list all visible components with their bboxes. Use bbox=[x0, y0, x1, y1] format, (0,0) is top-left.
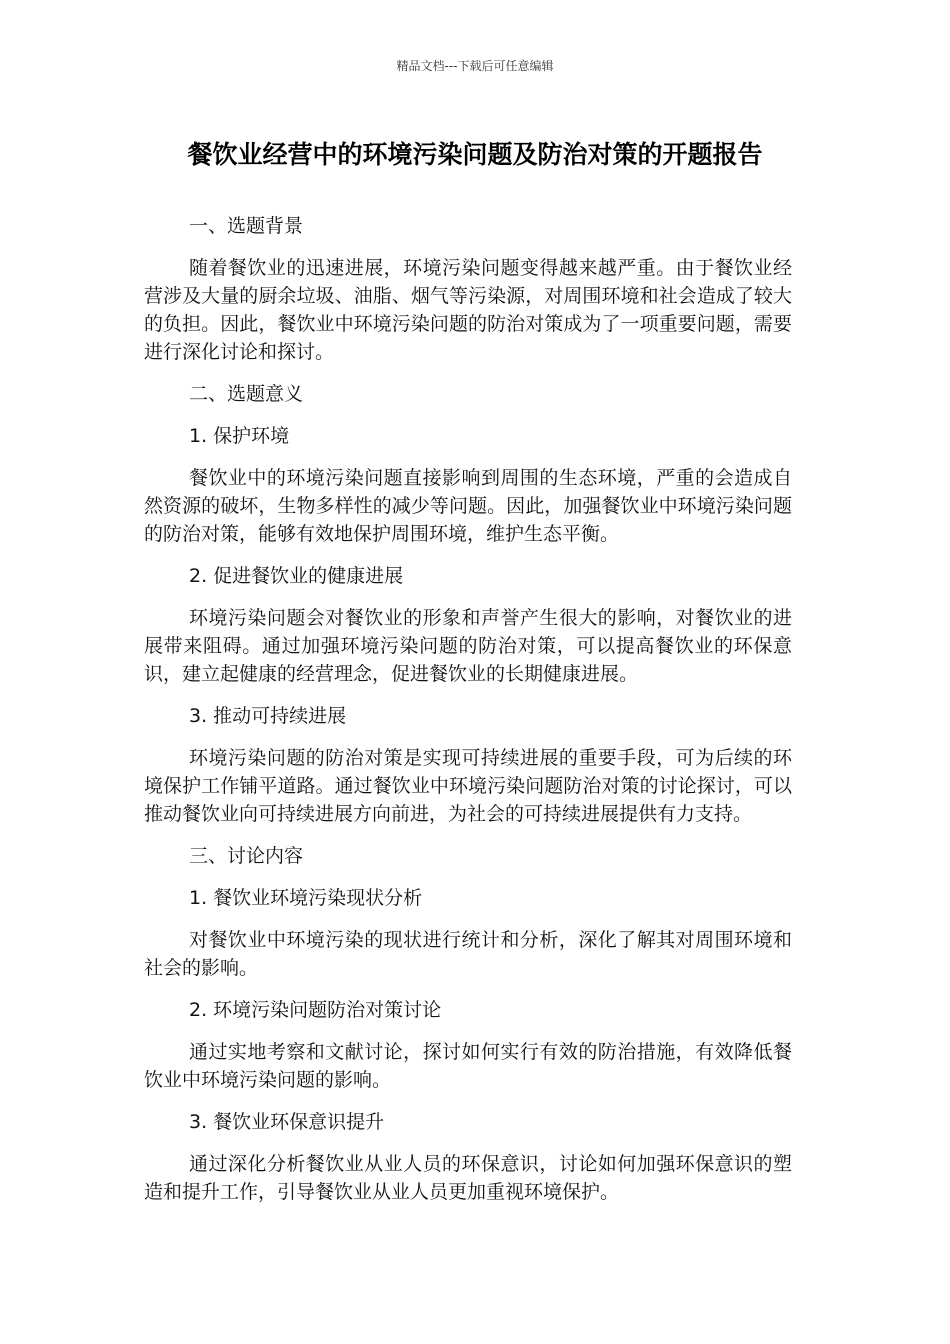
section-heading-background: 一、选题背景 bbox=[189, 215, 304, 237]
section-heading-significance: 二、选题意义 bbox=[189, 383, 304, 405]
subheading-sustainable-development: 3. 推动可持续进展 bbox=[189, 705, 347, 727]
subheading-protect-environment: 1. 保护环境 bbox=[189, 425, 290, 447]
paragraph-sustainable-development: 环境污染问题的防治对策是实现可持续进展的重要手段，可为后续的环境保护工作铺平道路。通过餐饮业中环境污染问题防治对策的讨论探讨，可以推动餐饮业向可持续进展方向前进，为社会的可持续进展提供有力支持。 bbox=[144, 747, 792, 825]
paragraph-protect-environment: 餐饮业中的环境污染问题直接影响到周围的生态环境，严重的会造成自然资源的破坏，生物多样性的减少等问题。因此，加强餐饮业中环境污染问题的防治对策，能够有效地保护周围环境，维护生态平衡。 bbox=[144, 467, 792, 545]
section-heading-research-content: 三、讨论内容 bbox=[189, 845, 304, 867]
document-title: 餐饮业经营中的环境污染问题及防治对策的开题报告 bbox=[187, 140, 763, 169]
subheading-status-analysis: 1. 餐饮业环境污染现状分析 bbox=[189, 887, 423, 909]
paragraph-awareness: 通过深化分析餐饮业从业人员的环保意识，讨论如何加强环保意识的塑造和提升工作，引导餐饮业从业人员更加重视环境保护。 bbox=[144, 1153, 792, 1203]
subheading-countermeasures: 2. 环境污染问题防治对策讨论 bbox=[189, 999, 442, 1021]
paragraph-status-analysis: 对餐饮业中环境污染的现状进行统计和分析，深化了解其对周围环境和社会的影响。 bbox=[144, 929, 792, 979]
subheading-awareness: 3. 餐饮业环保意识提升 bbox=[189, 1111, 385, 1133]
paragraph-background: 随着餐饮业的迅速进展，环境污染问题变得越来越严重。由于餐饮业经营涉及大量的厨余垃圾、油脂、烟气等污染源，对周围环境和社会造成了较大的负担。因此，餐饮业中环境污染问题的防治对策成为了一项重要问题，需要进行深化讨论和探讨。 bbox=[144, 257, 792, 363]
paragraph-healthy-development: 环境污染问题会对餐饮业的形象和声誉产生很大的影响，对餐饮业的进展带来阻碍。通过加强环境污染问题的防治对策，可以提高餐饮业的环保意识，建立起健康的经营理念，促进餐饮业的长期健康进展。 bbox=[144, 607, 792, 685]
subheading-healthy-development: 2. 促进餐饮业的健康进展 bbox=[189, 565, 404, 587]
paragraph-countermeasures: 通过实地考察和文献讨论，探讨如何实行有效的防治措施，有效降低餐饮业中环境污染问题的影响。 bbox=[144, 1041, 792, 1091]
document-body bbox=[144, 212, 792, 1220]
page-header-watermark: 精品文档---下载后可任意编辑 bbox=[396, 59, 554, 73]
